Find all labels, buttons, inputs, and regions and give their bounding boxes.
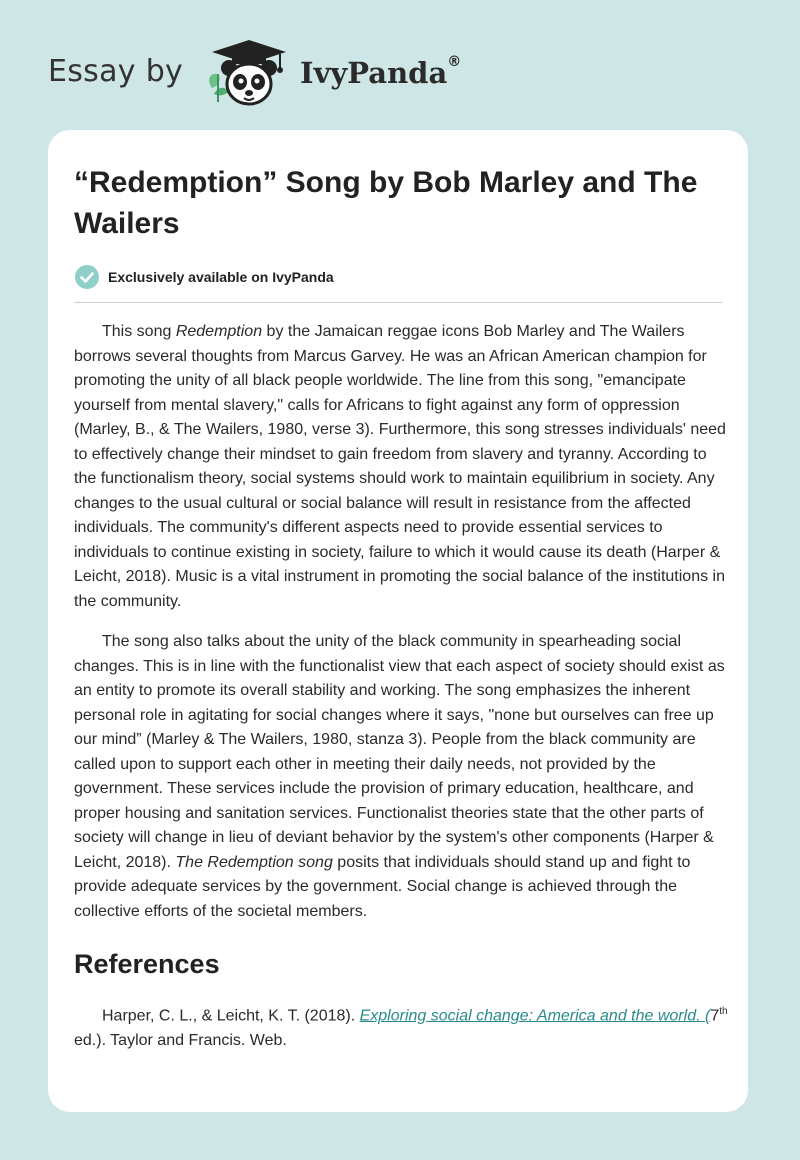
essay-body [74,320,730,1053]
reference-link[interactable]: Exploring social change: America and the world. ( [359,1007,711,1025]
exclusive-badge [74,264,334,290]
reference-item: Harper, C. L., & Leicht, K. T. (2018). Exploring social change: America and the world. (7th ed.). Taylor and Francis. Web. [74,1006,728,1049]
badge-label: Exclusively available on IvyPanda [108,269,334,285]
check-circle-icon [74,264,100,290]
site-header [48,36,548,110]
essay-card [48,130,748,1112]
page-title: “Redemption” Song by Bob Marley and The Wailers [74,166,698,240]
essay-by-label: Essay by [48,54,184,89]
references-heading: References [74,949,220,979]
divider [74,302,722,303]
paragraph-2: The song also talks about the unity of the black community in spearheading social changes. This is in line with the functionalist view that each aspect of society should exist as an entity to promote its overall stability and working. The song emphasizes the inherent personal role in agitating for social changes where it says, "none but ourselves can free up our mind” (Marley & The Wailers, 1980, stanza 3). People from the black community are called upon to support each other in meeting their daily needs, not provided by the government. These services include the provision of primary education, healthcare, and proper housing and sanitation services. Functionalist theories state that the other parts of society will change in lieu of deviant behavior by the system's other components (Harper & Leicht, 2018). The Redemption song posits that individuals should stand up and fight to provide adequate services by the government. Social change is achieved through the collective efforts of the societal members. [74,633,725,920]
paragraph-1: This song Redemption by the Jamaican reggae icons Bob Marley and The Wailers borrows several thoughts from Marcus Garvey. He was an African American champion for promoting the unity of all black people worldwide. The line from this song, "emancipate yourself from mental slavery," calls for Africans to fight against any form of oppression (Marley, B., & The Wailers, 1980, verse 3). Furthermore, this song stresses individuals' need to effectively change their mindset to gain freedom from slavery and tyranny. According to the functionalism theory, social systems should work to maintain equilibrium in society. Any changes to the usual cultural or social balance will result in resistance from the affected individuals. The community's different aspects need to provide essential services to individuals to continue existing in society, failure to which it would cause its death (Harper & Leicht, 2018). Music is a vital instrument in promoting the social balance of the institutions in the community. [74,323,726,610]
brand-name[interactable]: IvyPanda® [300,54,462,90]
panda-graduate-icon[interactable] [204,36,294,110]
